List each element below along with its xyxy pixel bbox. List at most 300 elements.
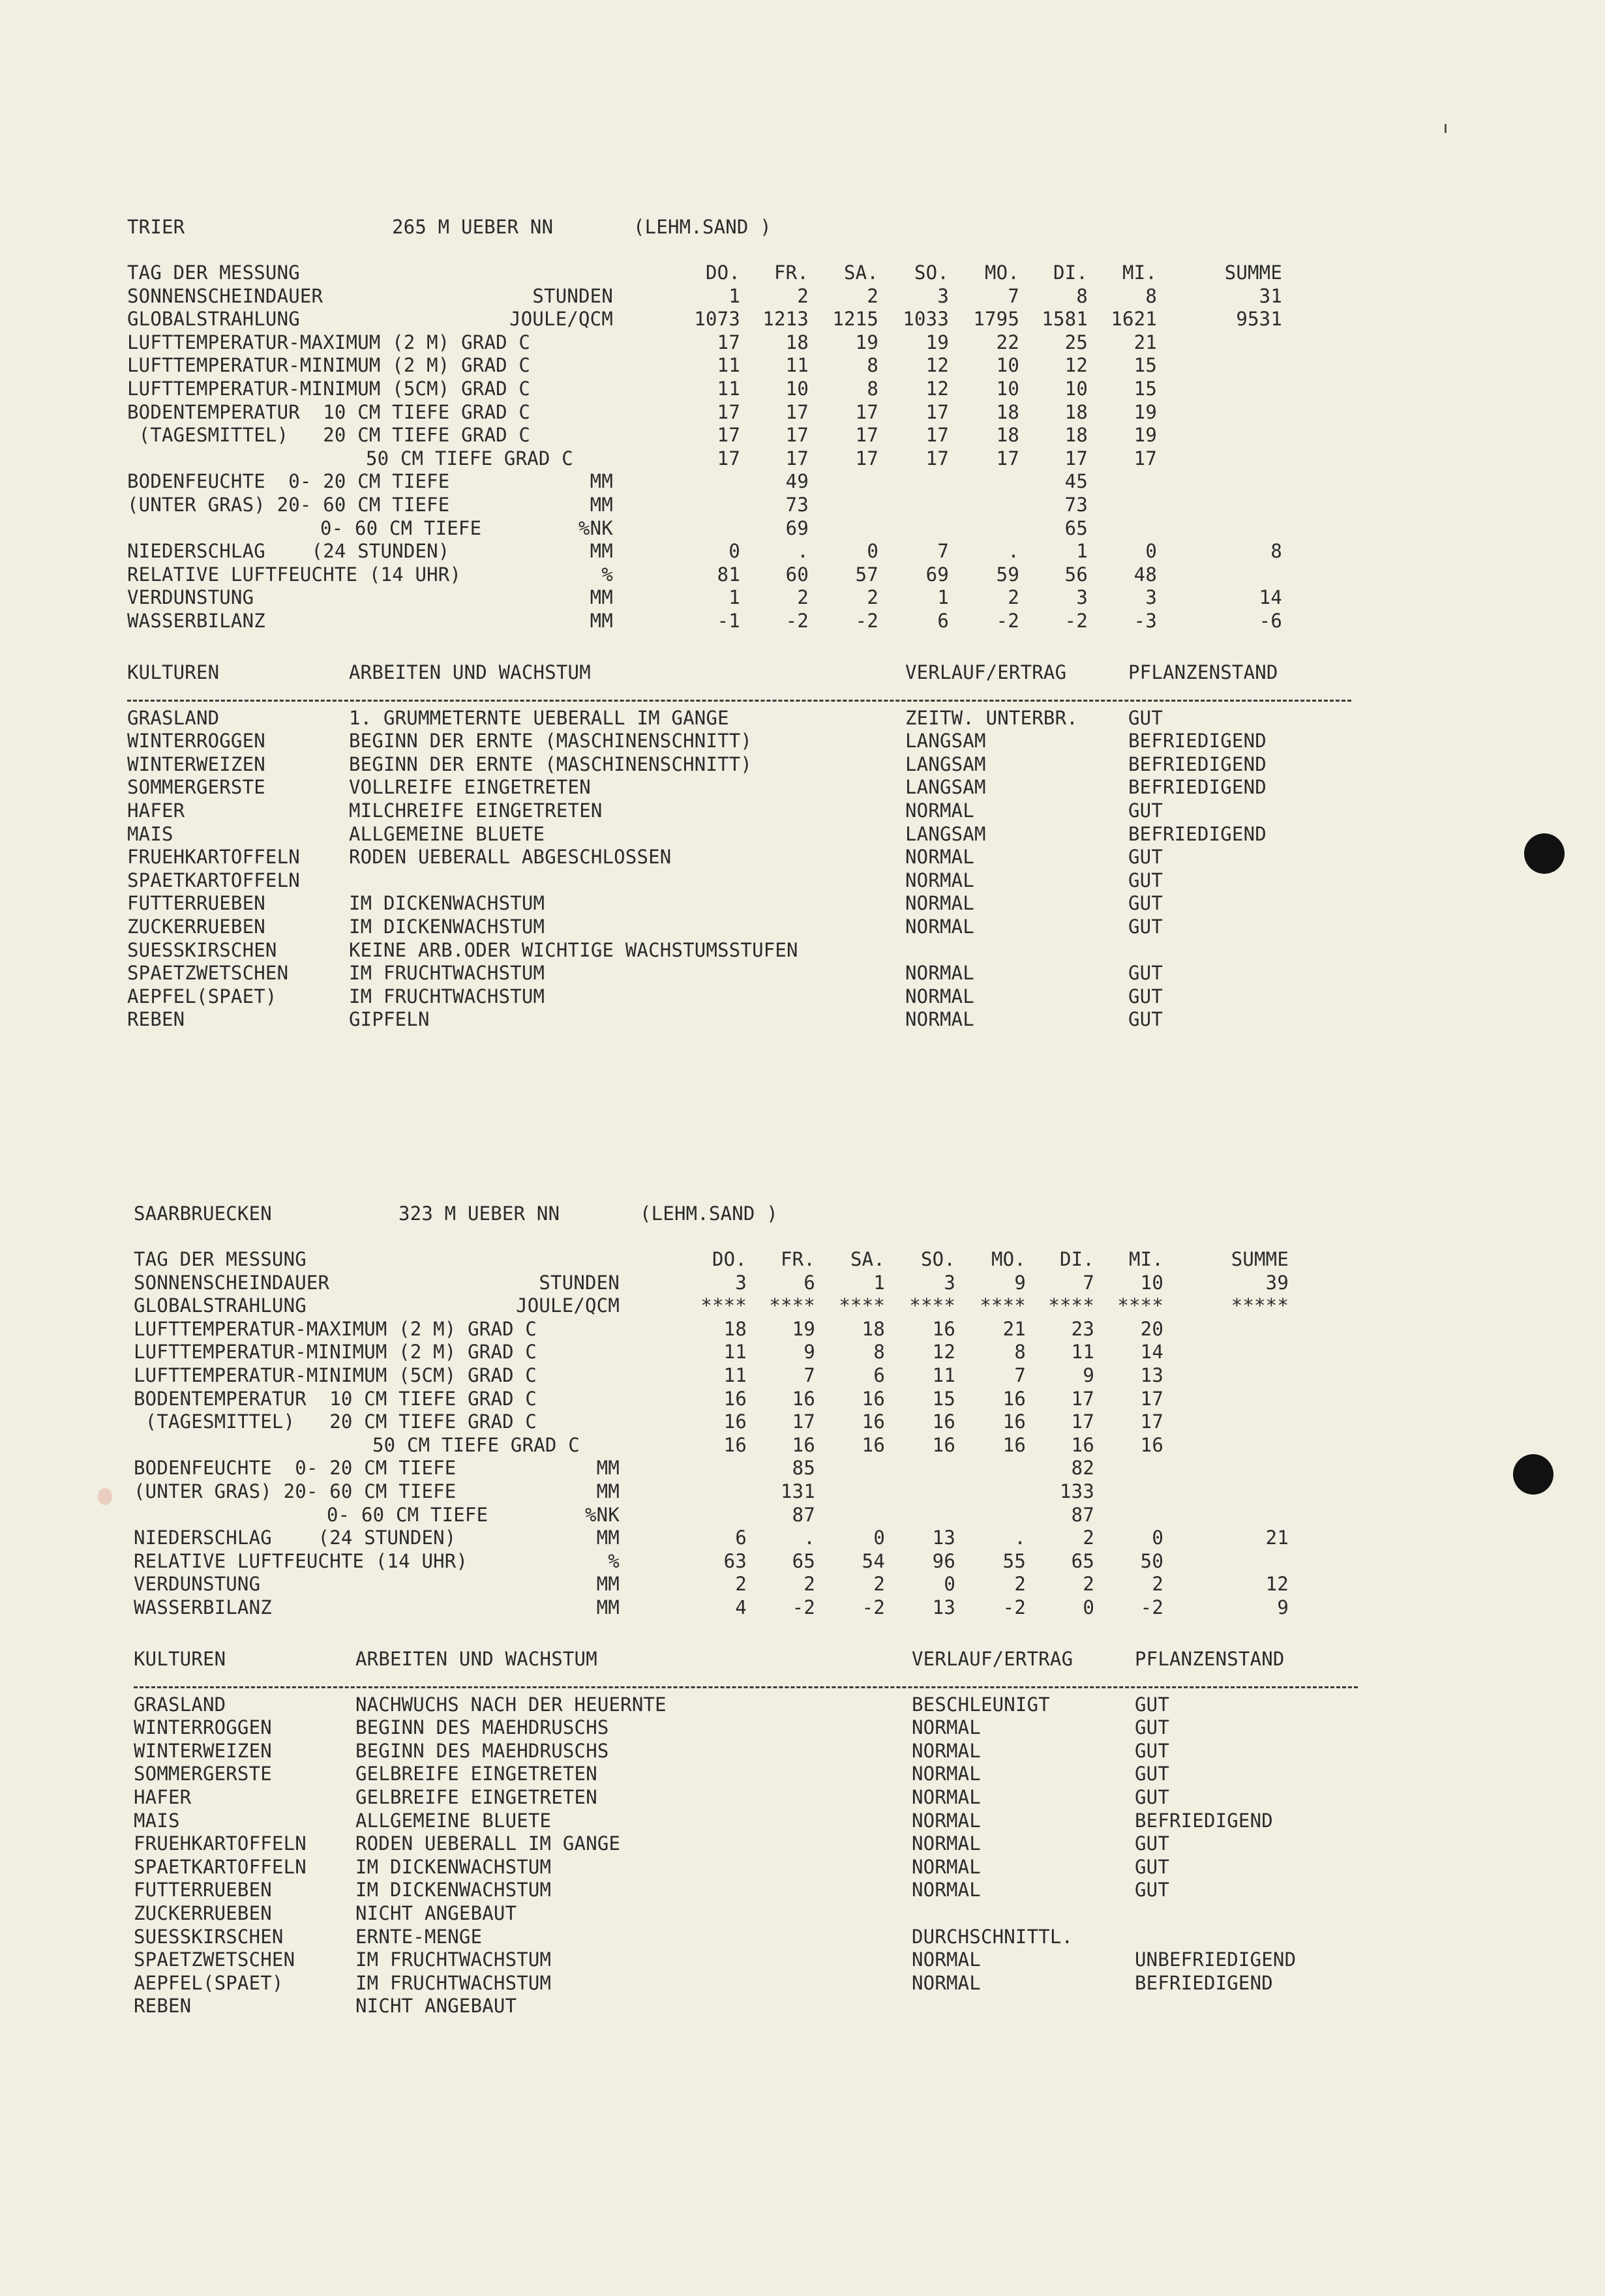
culture-verlauf: NORMAL xyxy=(905,799,974,822)
culture-pflanzenstand: BEFRIEDIGEND xyxy=(1128,776,1267,799)
value-global-3: **** xyxy=(909,1294,955,1317)
value-tmax-2: 19 xyxy=(855,331,878,353)
unit-verdunstung: MM xyxy=(590,586,613,609)
unit-niederschlag: MM xyxy=(596,1527,620,1549)
value-tmin2-5: 12 xyxy=(1064,354,1088,377)
unit-wasser: MM xyxy=(590,610,613,632)
unit-feuchte060: %NK xyxy=(585,1503,620,1526)
culture-arbeiten: ALLGEMEINE BLUETE xyxy=(349,822,545,845)
value-boden10-4: 16 xyxy=(1002,1387,1026,1410)
value-boden10-3: 15 xyxy=(932,1387,955,1410)
row-label-tmax: LUFTTEMPERATUR-MAXIMUM (2 M) GRAD C xyxy=(134,1317,537,1340)
culture-name: ZUCKERRUEBEN xyxy=(127,916,265,938)
value-wasser-4: -2 xyxy=(1002,1596,1026,1618)
culture-pflanzenstand: GUT xyxy=(1135,1879,1169,1901)
culture-arbeiten: RODEN UEBERALL IM GANGE xyxy=(355,1832,621,1855)
day-header-3: SO. xyxy=(914,261,949,284)
value-boden20-6: 17 xyxy=(1140,1410,1163,1433)
culture-arbeiten: GIPFELN xyxy=(349,1008,430,1031)
value-verdunstung-4: 2 xyxy=(1008,586,1019,609)
value-tmin5-4: 10 xyxy=(996,378,1019,400)
header-arbeiten: ARBEITEN UND WACHSTUM xyxy=(349,661,591,683)
value-boden50-5: 16 xyxy=(1071,1433,1094,1456)
value-global-1: 1213 xyxy=(762,308,809,331)
day-header-0: DO. xyxy=(712,1248,747,1270)
value-wasser-3: 13 xyxy=(932,1596,955,1618)
row-label-tmin2: LUFTTEMPERATUR-MINIMUM (2 M) GRAD C xyxy=(127,354,531,377)
culture-pflanzenstand: GUT xyxy=(1128,869,1163,891)
value-verdunstung-5: 2 xyxy=(1083,1573,1094,1596)
culture-arbeiten: NACHWUCHS NACH DER HEUERNTE xyxy=(355,1693,667,1716)
value-tmax-6: 21 xyxy=(1133,331,1157,353)
value-verdunstung-5: 3 xyxy=(1076,586,1088,609)
value-boden20-5: 18 xyxy=(1064,424,1088,447)
value-wasser-0: -1 xyxy=(717,610,740,632)
value-tmin2-1: 9 xyxy=(803,1341,815,1364)
culture-pflanzenstand: UNBEFRIEDIGEND xyxy=(1135,1948,1297,1971)
culture-arbeiten: IM DICKENWACHSTUM xyxy=(355,1879,552,1901)
culture-pflanzenstand: GUT xyxy=(1128,892,1163,915)
value-boden50-0: 17 xyxy=(717,447,740,470)
culture-name: MAIS xyxy=(127,822,173,845)
day-header-3: SO. xyxy=(921,1248,955,1270)
station-elevation: 323 M UEBER NN xyxy=(398,1202,560,1225)
value-boden50-2: 17 xyxy=(855,447,878,470)
sum-header: SUMME xyxy=(1231,1248,1289,1270)
value-niederschlag-2: 0 xyxy=(873,1527,885,1549)
value-boden50-5: 17 xyxy=(1064,447,1088,470)
day-header-1: FR. xyxy=(781,1248,815,1270)
value-feuchte20-fr: 49 xyxy=(785,470,809,493)
value-boden50-0: 16 xyxy=(723,1433,747,1456)
culture-name: WINTERWEIZEN xyxy=(134,1739,272,1762)
culture-arbeiten: MILCHREIFE EINGETRETEN xyxy=(349,799,603,822)
value-niederschlag-5: 1 xyxy=(1076,540,1088,563)
row-label-tmin5: LUFTTEMPERATUR-MINIMUM (5CM) GRAD C xyxy=(134,1364,537,1386)
value-tmax-6: 20 xyxy=(1140,1317,1163,1340)
value-tmin2-1: 11 xyxy=(785,354,809,377)
value-tmax-4: 21 xyxy=(1002,1317,1026,1340)
value-tmax-3: 19 xyxy=(925,331,949,353)
culture-verlauf: NORMAL xyxy=(905,1008,974,1031)
value-sonnenschein-3: 3 xyxy=(937,284,949,307)
unit-feuchte2060: MM xyxy=(590,494,613,516)
row-label-feuchte2060: (UNTER GRAS) 20- 60 CM TIEFE xyxy=(134,1480,457,1502)
value-verdunstung-0: 2 xyxy=(735,1573,747,1596)
row-label-boden20: (TAGESMITTEL) 20 CM TIEFE GRAD C xyxy=(127,424,531,447)
culture-name: WINTERROGGEN xyxy=(134,1716,272,1739)
value-boden50-2: 16 xyxy=(862,1433,885,1456)
culture-name: FRUEHKARTOFFELN xyxy=(127,846,300,869)
culture-name: WINTERWEIZEN xyxy=(127,753,265,775)
value-feuchte_luft-4: 55 xyxy=(1002,1549,1026,1572)
sum-verdunstung: 14 xyxy=(1259,586,1282,609)
value-sonnenschein-0: 3 xyxy=(735,1271,747,1294)
row-label-boden50: 50 CM TIEFE GRAD C xyxy=(372,1433,580,1456)
culture-arbeiten: BEGINN DES MAEHDRUSCHS xyxy=(355,1739,609,1762)
culture-verlauf: NORMAL xyxy=(912,1716,981,1739)
value-tmax-1: 18 xyxy=(785,331,809,353)
value-boden10-2: 17 xyxy=(855,400,878,423)
sum-global: ***** xyxy=(1231,1294,1289,1317)
culture-verlauf: NORMAL xyxy=(912,1763,981,1785)
culture-verlauf: LANGSAM xyxy=(905,753,986,775)
culture-pflanzenstand: GUT xyxy=(1128,706,1163,729)
value-niederschlag-6: 0 xyxy=(1152,1527,1163,1549)
row-label-feuchte2060: (UNTER GRAS) 20- 60 CM TIEFE xyxy=(127,494,450,516)
value-niederschlag-1: . xyxy=(797,540,809,563)
value-boden10-0: 17 xyxy=(717,400,740,423)
day-header-4: MO. xyxy=(991,1248,1026,1270)
value-feuchte_luft-5: 56 xyxy=(1064,563,1088,586)
culture-arbeiten: NICHT ANGEBAUT xyxy=(355,1902,517,1924)
header-kulturen: KULTUREN xyxy=(127,661,220,683)
culture-name: SPAETKARTOFFELN xyxy=(134,1855,307,1878)
culture-name: SUESSKIRSCHEN xyxy=(134,1925,284,1948)
row-label-tmin2: LUFTTEMPERATUR-MINIMUM (2 M) GRAD C xyxy=(134,1341,537,1364)
culture-name: HAFER xyxy=(127,799,185,822)
day-header-4: MO. xyxy=(985,261,1019,284)
value-boden20-3: 16 xyxy=(932,1410,955,1433)
culture-arbeiten: IM FRUCHTWACHSTUM xyxy=(355,1948,552,1971)
value-boden20-0: 17 xyxy=(717,424,740,447)
sum-niederschlag: 21 xyxy=(1265,1527,1289,1549)
value-niederschlag-2: 0 xyxy=(867,540,878,563)
sum-sonnenschein: 39 xyxy=(1265,1271,1289,1294)
row-label-tmin5: LUFTTEMPERATUR-MINIMUM (5CM) GRAD C xyxy=(127,378,531,400)
culture-name: REBEN xyxy=(134,1995,192,2018)
culture-verlauf: ZEITW. UNTERBR. xyxy=(905,706,1078,729)
culture-name: REBEN xyxy=(127,1008,185,1031)
paper-stain xyxy=(98,1488,112,1505)
value-sonnenschein-1: 6 xyxy=(803,1271,815,1294)
value-tmin5-3: 12 xyxy=(925,378,949,400)
value-verdunstung-3: 1 xyxy=(937,586,949,609)
value-feuchte060-di: 87 xyxy=(1071,1503,1094,1526)
value-verdunstung-0: 1 xyxy=(728,586,740,609)
sum-sonnenschein: 31 xyxy=(1259,284,1282,307)
culture-name: AEPFEL(SPAET) xyxy=(134,1971,284,1994)
value-boden10-6: 17 xyxy=(1140,1387,1163,1410)
dashed-separator xyxy=(127,700,1351,702)
culture-arbeiten: GELBREIFE EINGETRETEN xyxy=(355,1763,597,1785)
culture-name: GRASLAND xyxy=(127,706,220,729)
culture-pflanzenstand: BEFRIEDIGEND xyxy=(1128,753,1267,775)
value-sonnenschein-2: 2 xyxy=(867,284,878,307)
culture-name: SOMMERGERSTE xyxy=(134,1763,272,1785)
value-feuchte_luft-6: 48 xyxy=(1133,563,1157,586)
punch-hole-lower xyxy=(1513,1454,1553,1495)
value-tmax-2: 18 xyxy=(862,1317,885,1340)
row-label-global: GLOBALSTRAHLUNG xyxy=(127,308,300,331)
row-label-boden10: BODENTEMPERATUR 10 CM TIEFE GRAD C xyxy=(134,1387,537,1410)
value-tmin2-0: 11 xyxy=(717,354,740,377)
value-tmin2-0: 11 xyxy=(723,1341,747,1364)
culture-name: FUTTERRUEBEN xyxy=(127,892,265,915)
value-niederschlag-3: 13 xyxy=(932,1527,955,1549)
value-tmin2-3: 12 xyxy=(932,1341,955,1364)
sum-header: SUMME xyxy=(1224,261,1282,284)
value-boden10-4: 18 xyxy=(996,400,1019,423)
value-boden50-1: 17 xyxy=(785,447,809,470)
value-tmin2-6: 14 xyxy=(1140,1341,1163,1364)
value-wasser-6: -2 xyxy=(1140,1596,1163,1618)
culture-verlauf: NORMAL xyxy=(905,869,974,891)
value-tmin5-5: 9 xyxy=(1083,1364,1094,1386)
value-feuchte060-fr: 87 xyxy=(792,1503,815,1526)
unit-global: JOULE/QCM xyxy=(509,308,613,331)
day-header-5: DI. xyxy=(1060,1248,1094,1270)
culture-verlauf: LANGSAM xyxy=(905,776,986,799)
day-header-2: SA. xyxy=(850,1248,885,1270)
value-niederschlag-4: . xyxy=(1008,540,1019,563)
day-header-5: DI. xyxy=(1053,261,1088,284)
culture-arbeiten: ALLGEMEINE BLUETE xyxy=(355,1809,552,1832)
row-label-feuchte20: BODENFEUCHTE 0- 20 CM TIEFE xyxy=(134,1457,457,1480)
culture-arbeiten: IM DICKENWACHSTUM xyxy=(355,1855,552,1878)
value-tmin2-2: 8 xyxy=(873,1341,885,1364)
value-sonnenschein-6: 8 xyxy=(1145,284,1157,307)
value-feuchte2060-di: 73 xyxy=(1064,494,1088,516)
row-label-verdunstung: VERDUNSTUNG xyxy=(127,586,254,609)
margin-mark xyxy=(1445,124,1447,133)
unit-feuchte2060: MM xyxy=(596,1480,620,1502)
value-wasser-3: 6 xyxy=(937,610,949,632)
value-boden50-4: 17 xyxy=(996,447,1019,470)
header-pflanzenstand: PFLANZENSTAND xyxy=(1128,661,1278,683)
unit-sonnenschein: STUNDEN xyxy=(532,284,613,307)
culture-verlauf: LANGSAM xyxy=(905,822,986,845)
day-header-0: DO. xyxy=(706,261,740,284)
value-niederschlag-5: 2 xyxy=(1083,1527,1094,1549)
dashed-separator xyxy=(134,1686,1358,1688)
unit-verdunstung: MM xyxy=(596,1573,620,1596)
culture-verlauf: NORMAL xyxy=(912,1971,981,1994)
value-global-0: **** xyxy=(700,1294,747,1317)
unit-wasser: MM xyxy=(596,1596,620,1618)
value-tmin5-2: 8 xyxy=(867,378,878,400)
culture-pflanzenstand: GUT xyxy=(1128,799,1163,822)
value-boden20-2: 16 xyxy=(862,1410,885,1433)
value-tmin5-6: 13 xyxy=(1140,1364,1163,1386)
culture-name: ZUCKERRUEBEN xyxy=(134,1902,272,1924)
value-tmin5-0: 11 xyxy=(723,1364,747,1386)
value-feuchte2060-di: 133 xyxy=(1060,1480,1094,1502)
culture-verlauf: NORMAL xyxy=(905,916,974,938)
culture-verlauf: BESCHLEUNIGT xyxy=(912,1693,1050,1716)
value-boden10-6: 19 xyxy=(1133,400,1157,423)
row-label-wasser: WASSERBILANZ xyxy=(127,610,265,632)
culture-verlauf: DURCHSCHNITTL. xyxy=(912,1925,1073,1948)
value-sonnenschein-6: 10 xyxy=(1140,1271,1163,1294)
value-tmin2-3: 12 xyxy=(925,354,949,377)
value-tmin2-2: 8 xyxy=(867,354,878,377)
culture-pflanzenstand: GUT xyxy=(1135,1786,1169,1808)
value-feuchte20-di: 82 xyxy=(1071,1457,1094,1480)
culture-arbeiten: IM DICKENWACHSTUM xyxy=(349,916,545,938)
value-tmax-4: 22 xyxy=(996,331,1019,353)
value-global-6: **** xyxy=(1117,1294,1163,1317)
culture-name: SPAETKARTOFFELN xyxy=(127,869,300,891)
culture-verlauf: NORMAL xyxy=(905,985,974,1007)
value-global-1: **** xyxy=(769,1294,815,1317)
culture-name: GRASLAND xyxy=(134,1693,226,1716)
value-global-2: **** xyxy=(839,1294,885,1317)
value-global-0: 1073 xyxy=(694,308,740,331)
value-sonnenschein-4: 9 xyxy=(1014,1271,1026,1294)
value-boden50-3: 16 xyxy=(932,1433,955,1456)
culture-arbeiten: BEGINN DER ERNTE (MASCHINENSCHNITT) xyxy=(349,730,753,753)
row-label-verdunstung: VERDUNSTUNG xyxy=(134,1573,261,1596)
culture-arbeiten: BEGINN DES MAEHDRUSCHS xyxy=(355,1716,609,1739)
culture-pflanzenstand: GUT xyxy=(1128,962,1163,985)
row-label-wasser: WASSERBILANZ xyxy=(134,1596,272,1618)
unit-feuchte060: %NK xyxy=(578,516,613,539)
value-tmin5-4: 7 xyxy=(1014,1364,1026,1386)
culture-pflanzenstand: GUT xyxy=(1128,1008,1163,1031)
value-sonnenschein-5: 7 xyxy=(1083,1271,1094,1294)
culture-name: SPAETZWETSCHEN xyxy=(127,962,289,985)
value-tmin5-2: 6 xyxy=(873,1364,885,1386)
value-boden20-4: 16 xyxy=(1002,1410,1026,1433)
culture-name: HAFER xyxy=(134,1786,192,1808)
value-verdunstung-2: 2 xyxy=(873,1573,885,1596)
value-tmin2-4: 10 xyxy=(996,354,1019,377)
value-boden20-5: 17 xyxy=(1071,1410,1094,1433)
value-sonnenschein-0: 1 xyxy=(728,284,740,307)
value-tmax-5: 25 xyxy=(1064,331,1088,353)
punch-hole-upper xyxy=(1524,833,1565,874)
value-boden50-3: 17 xyxy=(925,447,949,470)
header-pflanzenstand: PFLANZENSTAND xyxy=(1135,1647,1285,1670)
culture-arbeiten: GELBREIFE EINGETRETEN xyxy=(355,1786,597,1808)
culture-pflanzenstand: BEFRIEDIGEND xyxy=(1135,1971,1273,1994)
culture-pflanzenstand: GUT xyxy=(1135,1832,1169,1855)
value-sonnenschein-4: 7 xyxy=(1008,284,1019,307)
culture-pflanzenstand: GUT xyxy=(1128,985,1163,1007)
header-verlauf: VERLAUF/ERTRAG xyxy=(905,661,1067,683)
culture-pflanzenstand: GUT xyxy=(1135,1855,1169,1878)
value-boden20-0: 16 xyxy=(723,1410,747,1433)
value-global-5: **** xyxy=(1048,1294,1094,1317)
culture-pflanzenstand: GUT xyxy=(1128,846,1163,869)
value-boden10-5: 17 xyxy=(1071,1387,1094,1410)
culture-verlauf: NORMAL xyxy=(912,1786,981,1808)
value-verdunstung-1: 2 xyxy=(797,586,809,609)
culture-name: MAIS xyxy=(134,1809,180,1832)
value-sonnenschein-5: 8 xyxy=(1076,284,1088,307)
culture-pflanzenstand: BEFRIEDIGEND xyxy=(1128,730,1267,753)
row-label-feuchte_luft: RELATIVE LUFTFEUCHTE (14 UHR) xyxy=(127,563,462,586)
tag-label: TAG DER MESSUNG xyxy=(127,261,300,284)
value-sonnenschein-2: 1 xyxy=(873,1271,885,1294)
value-wasser-1: -2 xyxy=(792,1596,815,1618)
culture-arbeiten: VOLLREIFE EINGETRETEN xyxy=(349,776,591,799)
unit-feuchte20: MM xyxy=(590,470,613,493)
value-feuchte2060-fr: 131 xyxy=(781,1480,815,1502)
unit-global: JOULE/QCM xyxy=(516,1294,620,1317)
value-niederschlag-4: . xyxy=(1014,1527,1026,1549)
culture-name: SPAETZWETSCHEN xyxy=(134,1948,295,1971)
value-sonnenschein-3: 3 xyxy=(944,1271,955,1294)
culture-arbeiten: IM FRUCHTWACHSTUM xyxy=(349,962,545,985)
value-verdunstung-4: 2 xyxy=(1014,1573,1026,1596)
value-niederschlag-6: 0 xyxy=(1145,540,1157,563)
value-feuchte20-di: 45 xyxy=(1064,470,1088,493)
value-wasser-2: -2 xyxy=(855,610,878,632)
value-boden20-1: 17 xyxy=(785,424,809,447)
culture-pflanzenstand: GUT xyxy=(1135,1693,1169,1716)
culture-arbeiten: RODEN UEBERALL ABGESCHLOSSEN xyxy=(349,846,672,869)
culture-arbeiten: ERNTE-MENGE xyxy=(355,1925,483,1948)
culture-verlauf: NORMAL xyxy=(905,962,974,985)
value-verdunstung-1: 2 xyxy=(803,1573,815,1596)
row-label-boden10: BODENTEMPERATUR 10 CM TIEFE GRAD C xyxy=(127,400,531,423)
row-label-global: GLOBALSTRAHLUNG xyxy=(134,1294,307,1317)
culture-verlauf: NORMAL xyxy=(912,1855,981,1878)
value-feuchte_luft-1: 60 xyxy=(785,563,809,586)
value-tmin2-4: 8 xyxy=(1014,1341,1026,1364)
station-soil: (LEHM.SAND ) xyxy=(640,1202,778,1225)
value-tmin5-6: 15 xyxy=(1133,378,1157,400)
row-label-niederschlag: NIEDERSCHLAG (24 STUNDEN) xyxy=(127,540,450,563)
row-label-sonnenschein: SONNENSCHEINDAUER xyxy=(134,1271,330,1294)
row-label-tmax: LUFTTEMPERATUR-MAXIMUM (2 M) GRAD C xyxy=(127,331,531,353)
culture-verlauf: NORMAL xyxy=(905,892,974,915)
value-tmax-3: 16 xyxy=(932,1317,955,1340)
culture-name: AEPFEL(SPAET) xyxy=(127,985,277,1007)
value-feuchte20-fr: 85 xyxy=(792,1457,815,1480)
value-boden20-4: 18 xyxy=(996,424,1019,447)
value-wasser-1: -2 xyxy=(785,610,809,632)
value-feuchte060-di: 65 xyxy=(1064,516,1088,539)
sum-global: 9531 xyxy=(1236,308,1282,331)
value-boden10-0: 16 xyxy=(723,1387,747,1410)
culture-verlauf: NORMAL xyxy=(912,1879,981,1901)
value-feuchte_luft-3: 96 xyxy=(932,1549,955,1572)
culture-arbeiten: IM FRUCHTWACHSTUM xyxy=(349,985,545,1007)
value-boden50-6: 17 xyxy=(1133,447,1157,470)
value-feuchte2060-fr: 73 xyxy=(785,494,809,516)
culture-pflanzenstand: BEFRIEDIGEND xyxy=(1135,1809,1273,1832)
row-label-niederschlag: NIEDERSCHLAG (24 STUNDEN) xyxy=(134,1527,457,1549)
value-boden10-1: 17 xyxy=(785,400,809,423)
culture-pflanzenstand: BEFRIEDIGEND xyxy=(1128,822,1267,845)
culture-arbeiten: NICHT ANGEBAUT xyxy=(355,1995,517,2018)
value-boden20-1: 17 xyxy=(792,1410,815,1433)
value-niederschlag-0: 6 xyxy=(735,1527,747,1549)
tag-label: TAG DER MESSUNG xyxy=(134,1248,307,1270)
value-feuchte_luft-3: 69 xyxy=(925,563,949,586)
day-header-1: FR. xyxy=(774,261,809,284)
day-header-6: MI. xyxy=(1129,1248,1163,1270)
value-feuchte_luft-0: 63 xyxy=(723,1549,747,1572)
value-feuchte_luft-6: 50 xyxy=(1140,1549,1163,1572)
station-elevation: 265 M UEBER NN xyxy=(392,216,554,238)
sum-verdunstung: 12 xyxy=(1265,1573,1289,1596)
culture-verlauf: NORMAL xyxy=(905,846,974,869)
value-feuchte_luft-1: 65 xyxy=(792,1549,815,1572)
culture-pflanzenstand: GUT xyxy=(1135,1716,1169,1739)
value-boden20-2: 17 xyxy=(855,424,878,447)
culture-arbeiten: BEGINN DER ERNTE (MASCHINENSCHNITT) xyxy=(349,753,753,775)
value-tmax-5: 23 xyxy=(1071,1317,1094,1340)
value-boden50-6: 16 xyxy=(1140,1433,1163,1456)
sum-wasser: -6 xyxy=(1259,610,1282,632)
culture-name: FUTTERRUEBEN xyxy=(134,1879,272,1901)
culture-pflanzenstand: GUT xyxy=(1135,1739,1169,1762)
value-boden20-3: 17 xyxy=(925,424,949,447)
